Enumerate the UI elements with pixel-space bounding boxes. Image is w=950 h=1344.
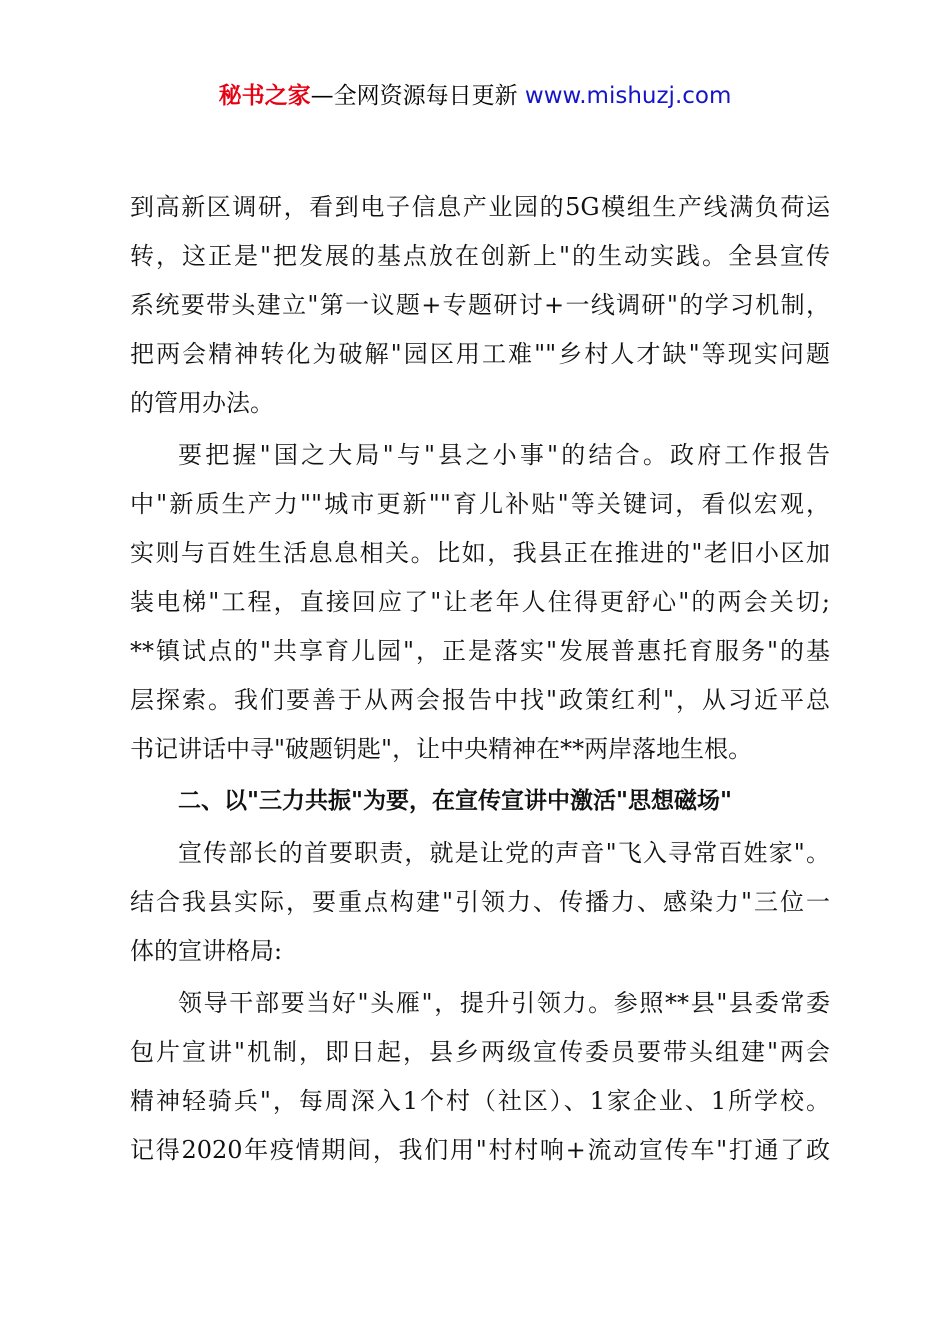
paragraph-1 — [130, 183, 830, 428]
section-heading: 二、以"三力共振"为要，在宣传宣讲中激活"思想磁场" — [178, 788, 732, 814]
text-line: 要把握"国之大局"与"县之小事"的结合。政府工作报告 — [178, 441, 830, 469]
text-line: 体的宣讲格局: — [130, 937, 283, 965]
text-line: 中"新质生产力""城市更新""育儿补贴"等关键词，看似宏观， — [130, 490, 830, 518]
site-header — [0, 80, 950, 112]
paragraph-4 — [130, 979, 830, 1175]
text-line: 到高新区调研，看到电子信息产业园的5G模组生产线满负荷运 — [130, 193, 830, 221]
text-line: 装电梯"工程，直接回应了"让老年人住得更舒心"的两会关切; — [130, 588, 830, 616]
text-line: 把两会精神转化为破解"园区用工难""乡村人才缺"等现实问题 — [130, 340, 830, 368]
document-body — [130, 183, 830, 1178]
text-line: 实则与百姓生活息息相关。比如，我县正在推进的"老旧小区加 — [130, 539, 830, 567]
text-line: **镇试点的"共享育儿园"，正是落实"发展普惠托育服务"的基 — [130, 637, 830, 665]
text-line: 的管用办法。 — [130, 389, 274, 417]
site-brand: 秘书之家 — [218, 83, 311, 109]
text-line: 包片宣讲"机制，即日起，县乡两级宣传委员要带头组建"两会 — [130, 1038, 830, 1066]
text-line: 书记讲话中寻"破题钥匙"，让中央精神在**两岸落地生根。 — [130, 735, 753, 763]
text-line: 记得2020年疫情期间，我们用"村村响+流动宣传车"打通了政 — [130, 1136, 830, 1164]
site-url-link[interactable]: www.mishuzj.com — [524, 83, 732, 109]
text-line: 系统要带头建立"第一议题+专题研讨+一线调研"的学习机制， — [130, 291, 830, 319]
text-line: 层探索。我们要善于从两会报告中找"政策红利"，从习近平总 — [130, 686, 830, 714]
paragraph-2 — [130, 431, 830, 774]
text-line: 宣传部长的首要职责，就是让党的声音"飞入寻常百姓家"。 — [178, 839, 830, 867]
text-line: 结合我县实际，要重点构建"引领力、传播力、感染力"三位一 — [130, 888, 830, 916]
text-line: 转，这正是"把发展的基点放在创新上"的生动实践。全县宣传 — [130, 242, 830, 270]
paragraph-3 — [130, 829, 830, 976]
text-line: 精神轻骑兵"，每周深入1个村（社区）、1家企业、1所学校。 — [130, 1087, 830, 1115]
section-heading-block — [130, 777, 830, 826]
site-tagline: —全网资源每日更新 — [310, 83, 518, 109]
text-line: 领导干部要当好"头雁"，提升引领力。参照**县"县委常委 — [178, 989, 830, 1017]
